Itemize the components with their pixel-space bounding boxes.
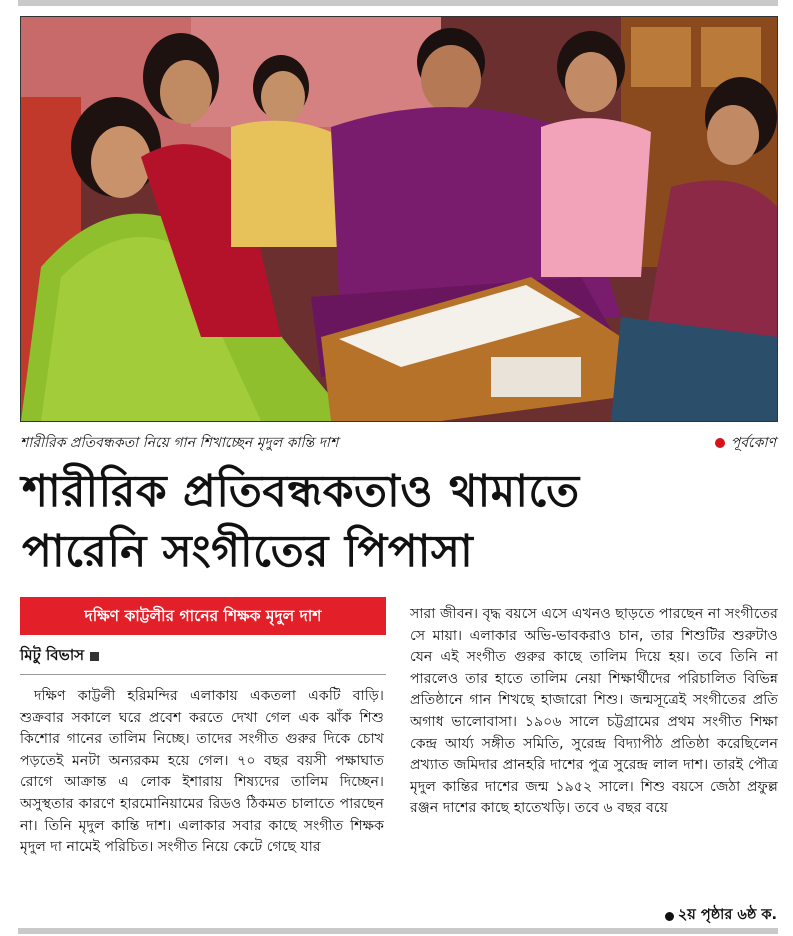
continuation-note — [665, 904, 777, 928]
photo-caption-row — [20, 431, 776, 453]
article-column-left: দক্ষিণ কাট্টলী হরিমন্দির এলাকায় একতলা একটি বাড়ি। শুক্রবার সকালে ঘরে প্রবেশ করতে দেখা গেল এক ঝাঁক শিশু কিশোর গানের তালিম নিচ্ছে। তাদের সংগীত গুরুর দিকে চোখ পড়তেই মনটা অন্যরকম হয়ে গেল। ৭০ বছর বয়সী পক্ষাঘাত রোগে আক্রান্ত এ লোক ইশারায় শিষ্যদের তালিম দিচ্ছেন। অসুস্থতার কারণে হারমোনিয়ামের রিডও ঠিকমত চালাতে পারছেন না। তিনি মৃদুল কান্তি দাশ। এলাকার সবার কাছে সংগীত শিক্ষক মৃদুল দা নামেই পরিচিত। সংগীত নিয়ে কেটে গেছে যার — [20, 688, 384, 856]
photo-caption: শারীরিক প্রতিবন্ধকতা নিয়ে গান শিখাচ্ছেন মৃদুল কান্তি দাশ — [20, 435, 339, 451]
photo-credit-text: পূর্বকোণ — [730, 435, 776, 451]
article-photo — [20, 16, 778, 422]
headline-line-2: পারেনি সংগীতের পিপাসা — [22, 526, 474, 577]
byline-divider — [20, 674, 386, 675]
bullet-icon — [665, 912, 674, 921]
photo-credit — [715, 431, 776, 455]
headline-line-1: শারীরিক প্রতিবন্ধকতাও থামাতে — [22, 466, 580, 517]
byline-square-icon — [90, 652, 99, 661]
bottom-rule — [18, 928, 778, 934]
byline — [20, 644, 99, 669]
headline — [22, 462, 762, 582]
top-rule — [18, 0, 778, 6]
credit-dot-icon — [715, 438, 725, 448]
harmonium-lesson-photo-icon — [21, 17, 777, 421]
kicker-banner: দক্ষিণ কাট্টলীর গানের শিক্ষক মৃদুল দাশ — [20, 597, 386, 635]
byline-author: মিটু বিভাস — [20, 646, 85, 664]
article-column-right: সারা জীবন। বৃদ্ধ বয়সে এসে এখনও ছাড়তে পারছেন না সংগীতের সে মায়া। এলাকার অভি-ভাবকরাও চান, তার শিশুটির শুরুটাও যেন এই সংগীত গুরুর কাছে তালিম দিয়ে হয়। তবে তিনি না পারলেও তার হাতে তালিম নেয়া শিক্ষার্থীদের পরিচালিত বিভিন্ন প্রতিষ্ঠানে গান শিখছে হাজারো শিশু। জন্মসূত্রেই সংগীতের প্রতি অগাধ ভালোবাসা। ১৯০৬ সালে চট্টগ্রামের প্রথম সংগীত শিক্ষা কেন্দ্র আর্য্য সঙ্গীত সমিতি, সুরেন্দ্র বিদ্যাপীঠ প্রতিষ্ঠা করেছিলেন প্রখ্যাত জমিদার প্রানহরি দাশের পুত্র সুরেন্দ্র লাল দাশ। তারই পৌত্র মৃদুল কান্তির দাশের জন্ম ১৯৫২ সালে। শিশু বয়সে জেঠা প্রফুল্ল রঞ্জন দাশের কাছে হাতেখড়ি। তবে ৬ বছর বয়ে — [410, 606, 778, 817]
continuation-text: ২য় পৃষ্ঠার ৬ষ্ঠ ক. — [677, 907, 777, 923]
